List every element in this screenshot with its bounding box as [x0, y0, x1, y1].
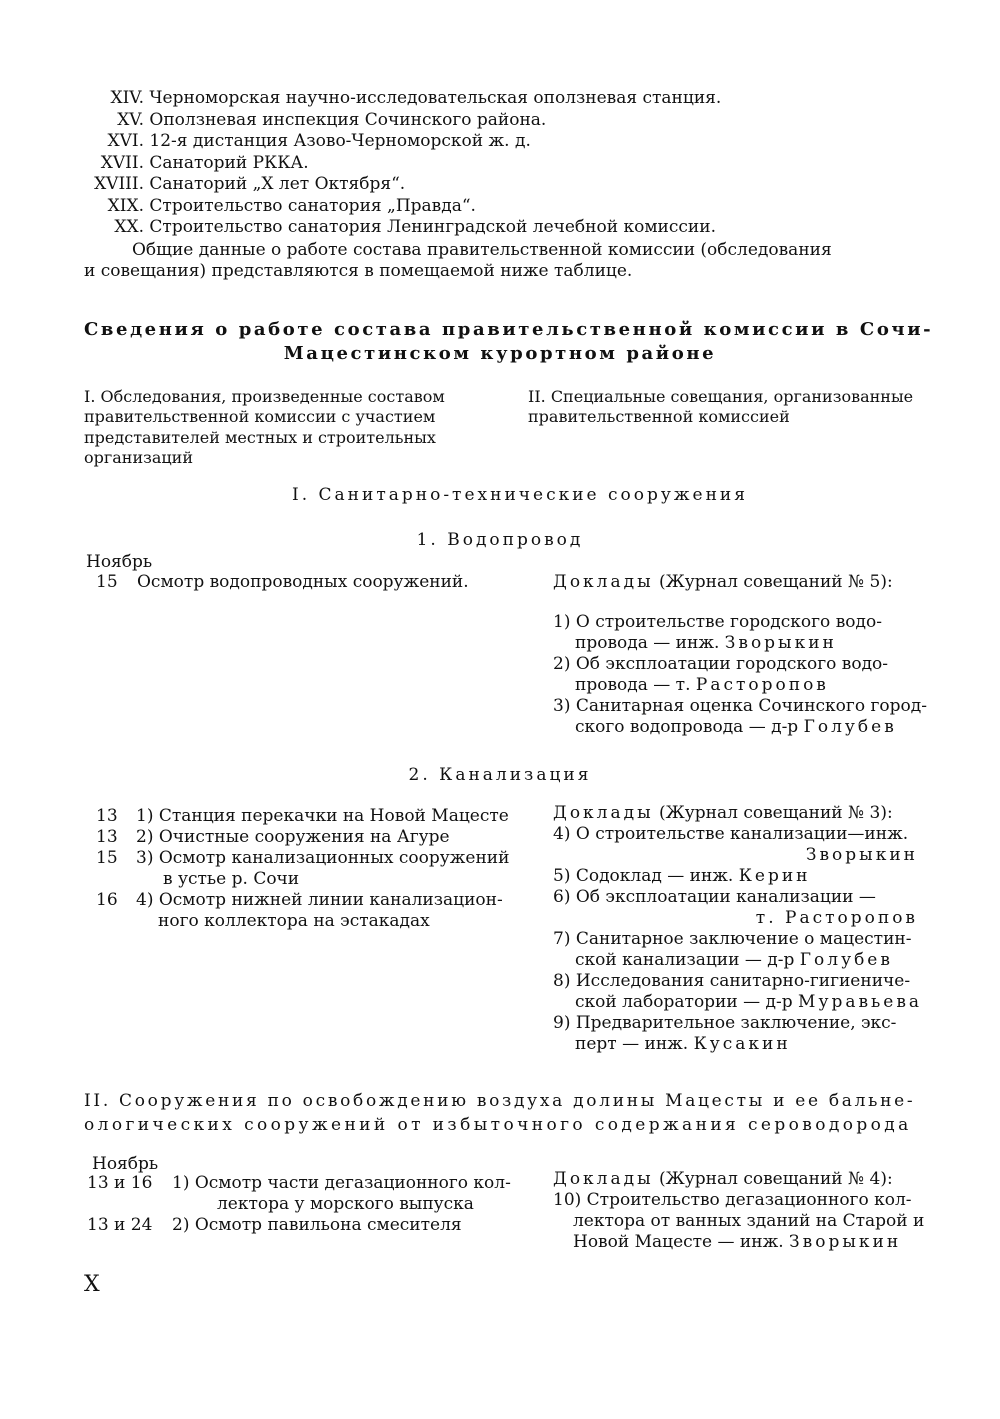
journal-ref: (Журнал совещаний № 4): [659, 1169, 893, 1189]
person-name: Кусакин [693, 1034, 791, 1054]
inspection-row [96, 869, 509, 890]
journal-ref: (Журнал совещаний № 3): [659, 803, 893, 823]
reports-heading [553, 1169, 918, 1190]
day-number: 13 [96, 827, 118, 847]
reports-heading [553, 803, 918, 824]
item-number: XIV. [110, 88, 144, 108]
report-item [553, 866, 918, 887]
report-item: 7) Санитарное заключение о мацестин- [553, 929, 912, 949]
inspection-text: 2) Очистные сооружения на Агуре [136, 827, 450, 847]
report-item-cont [553, 633, 918, 654]
day-number: 15 [96, 848, 118, 868]
intro-list [84, 88, 721, 239]
person-name: Зворыкин [724, 633, 837, 653]
report-item-cont [553, 992, 923, 1013]
month-label: Ноябрь [92, 1154, 159, 1174]
month-label: Ноябрь [86, 552, 153, 572]
intro-paragraph-line2: и совещания) представляются в помещаемой ниже таблице. [84, 261, 633, 281]
item-text: Строительство санатория „Правда“. [149, 195, 476, 216]
report-item: 8) Исследования санитарно-гигиениче- [553, 971, 911, 991]
person-name: Зворыкин [805, 845, 918, 865]
report-text: Новой Мацесте — инж. [573, 1232, 790, 1252]
day-number: 13 и 16 [87, 1173, 153, 1193]
person-name: Керин [738, 866, 811, 886]
report-item: 3) Санитарная оценка Сочинского город- [553, 696, 927, 716]
inspection-text: 2) Осмотр павильона смесителя [172, 1215, 462, 1235]
inspection-row [87, 1215, 511, 1236]
report-item: 2) Об эксплоатации городского водо- [553, 654, 889, 674]
report-text: ской канализации — д-р [575, 950, 800, 970]
report-item-cont [553, 675, 918, 696]
left-column-head: I. Обследования, произведенные составом правительственной комиссии с участием представителей местных и строительных организаций [84, 387, 445, 468]
report-item-cont [553, 908, 918, 929]
item-number: XX. [114, 217, 144, 237]
day-number: 16 [96, 890, 118, 910]
report-text: ской лаборатории — д-р [575, 992, 799, 1012]
inspection-text: 1) Станция перекачки на Новой Мацесте [136, 806, 509, 826]
day-number: 15 [96, 572, 118, 592]
inspection-text: лектора у морского выпуска [217, 1194, 474, 1214]
person-name: Муравьева [798, 992, 923, 1012]
section2-reports [553, 1169, 925, 1253]
report-item-cont [553, 950, 918, 971]
item-number: XV. [117, 109, 144, 130]
report-text: ского водопровода — д-р [575, 717, 804, 737]
inspection-text: Осмотр водопроводных сооружений. [137, 572, 469, 592]
reports-word: Доклады [553, 1169, 654, 1189]
item-text: 12-я дистанция Азово-Черноморской ж. д. [149, 131, 531, 151]
reports-heading [553, 572, 893, 592]
day-number: 13 [96, 806, 118, 826]
person-name: Расторопов [695, 675, 829, 695]
report-item: 9) Предварительное заключение, экс- [553, 1013, 897, 1033]
sub2-inspections [96, 806, 509, 932]
report-item: 1) О строительстве городского водо- [553, 612, 882, 632]
inspection-row [96, 806, 509, 827]
page-number: X [84, 1272, 100, 1297]
inspection-text: 4) Осмотр нижней линии канализацион- [136, 890, 503, 910]
table-title-line1: Сведения о работе состава правительственной комиссии в Сочи- [84, 319, 934, 340]
list-item [84, 88, 721, 110]
section1-title: I. Санитарно-технические сооружения [292, 485, 748, 505]
sub1-reports [553, 612, 927, 738]
inspection-row [87, 1173, 511, 1194]
list-item [84, 131, 721, 153]
item-number: XVI. [107, 131, 144, 151]
report-item: 4) О строительстве канализации—инж. [553, 824, 909, 844]
person-name: Зворыкин [789, 1232, 902, 1252]
section2-inspections [87, 1173, 511, 1236]
report-text: 5) Содоклад — инж. [553, 866, 739, 886]
inspection-text: 3) Осмотр канализационных сооружений [136, 848, 510, 868]
inspection-text: в устье р. Сочи [163, 869, 300, 889]
item-text: Строительство санатория Ленинградской лечебной комиссии. [149, 217, 716, 237]
item-text: Санаторий РККА. [149, 152, 309, 173]
list-item [84, 196, 721, 218]
inspection-text: ного коллектора на эстакадах [158, 911, 430, 931]
item-number: XIX. [107, 195, 144, 216]
inspection-row [96, 848, 509, 869]
report-item-cont [553, 1232, 918, 1253]
journal-ref: (Журнал совещаний № 5): [659, 572, 893, 592]
section1-sub2-title: 2. Канализация [408, 765, 592, 785]
right-column-head: II. Специальные совещания, организованные правительственной комиссией [528, 387, 914, 427]
person-name: т. Расторопов [755, 908, 918, 928]
intro-paragraph-line1: Общие данные о работе состава правительственной комиссии (обследования [132, 240, 832, 260]
report-item-cont: лектора от ванных зданий на Старой и [573, 1211, 925, 1231]
list-item [84, 217, 721, 239]
inspection-row [87, 1194, 511, 1215]
report-text: провода — инж. [575, 633, 725, 653]
sub2-reports [553, 803, 923, 1055]
person-name: Голубев [799, 950, 893, 970]
item-text: Санаторий „X лет Октября“. [149, 174, 406, 194]
item-number: XVII. [100, 152, 144, 173]
item-text: Черноморская научно-исследовательская оползневая станция. [149, 88, 722, 108]
inspection-row [96, 890, 509, 911]
section2-title-line1: II. Сооружения по освобождению воздуха долины Мацесты и ее бальне- [84, 1091, 916, 1111]
inspection-row [96, 827, 509, 848]
inspection-row [96, 911, 509, 932]
list-item [84, 153, 721, 175]
reports-word: Доклады [553, 572, 654, 592]
report-item: 6) Об эксплоатации канализации — [553, 887, 876, 907]
table-title-line2: Мацестинском курортном районе [283, 343, 717, 364]
person-name: Голубев [803, 717, 897, 737]
section2-title-line2: ологических сооружений от избыточного содержания сероводорода [84, 1115, 912, 1135]
report-item-cont [553, 717, 918, 738]
reports-word: Доклады [553, 803, 654, 823]
report-item-cont [553, 1034, 918, 1055]
list-item [84, 110, 721, 132]
day-number: 13 и 24 [87, 1215, 153, 1235]
section1-sub1-title: 1. Водопровод [416, 530, 584, 550]
list-item [84, 174, 721, 196]
report-item-cont [553, 845, 918, 866]
report-item: 10) Строительство дегазационного кол- [553, 1190, 912, 1210]
inspection-text: 1) Осмотр части дегазационного кол- [172, 1173, 511, 1193]
report-text: провода — т. [575, 675, 696, 695]
item-text: Оползневая инспекция Сочинского района. [149, 109, 547, 130]
item-number: XVIII. [94, 174, 144, 194]
report-text: перт — инж. [575, 1034, 694, 1054]
